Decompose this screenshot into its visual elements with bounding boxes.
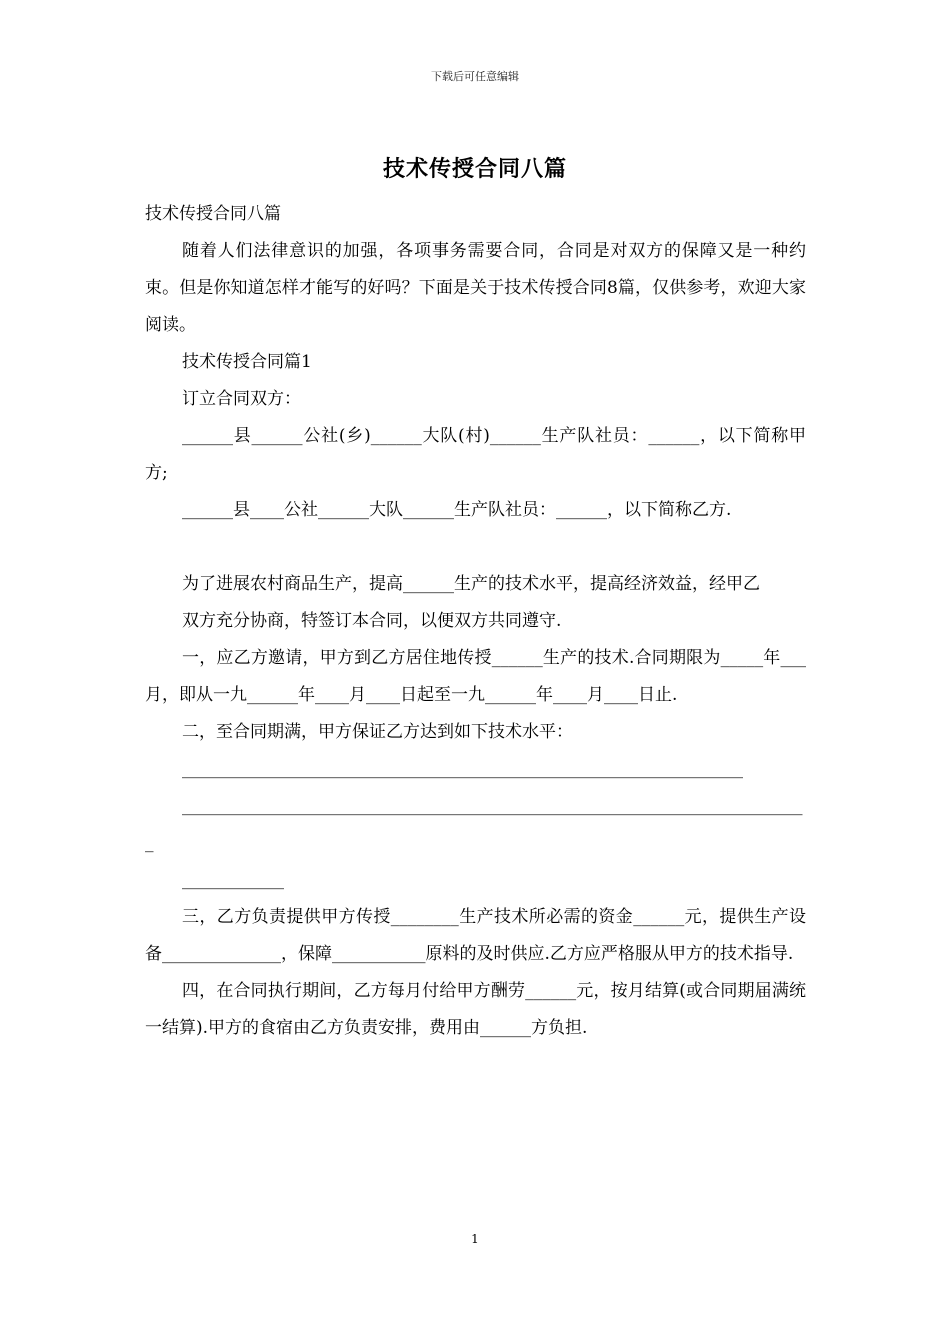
clause-2: 二，至合同期满，甲方保证乙方达到如下技术水平： xyxy=(182,722,573,742)
parties-label: 订立合同双方： xyxy=(182,389,301,409)
clause-4: 四，在合同执行期间，乙方每月付给甲方酬劳______元，按月结算(或合同期届满统一结算).甲方的食宿由乙方负责安排，费用由______方负担. xyxy=(145,981,806,1038)
intro-paragraph: 随着人们法律意识的加强，各项事务需要合同，合同是对双方的保障又是一种约束。但是你知道怎样才能写的好吗？下面是关于技术传授合同8篇，仅供参考，欢迎大家阅读。 xyxy=(145,241,806,335)
agreement-paragraph: 双方充分协商，特签订本合同，以便双方共同遵守. xyxy=(182,611,562,631)
party-b-paragraph: ______县____公社______大队______生产队社员：______，以下简称乙方. xyxy=(182,500,732,520)
blank-fill-line-2: __________________________________________________________________________ xyxy=(145,796,803,853)
subtitle-paragraph: 技术传授合同八篇 xyxy=(145,204,281,224)
document-body xyxy=(145,196,806,1047)
blank-fill-line-3: ____________ xyxy=(182,870,284,890)
clause-1: 一，应乙方邀请，甲方到乙方居住地传授______生产的技术.合同期限为_____年___月，即从一九______年____月____日起至一九______年____月____日止. xyxy=(145,648,806,705)
page-number: 1 xyxy=(471,1232,479,1246)
section-heading: 技术传授合同篇1 xyxy=(182,352,312,372)
blank-line xyxy=(145,529,806,566)
document-title: 技术传授合同八篇 xyxy=(382,156,567,182)
party-a-paragraph: ______县______公社(乡)______大队(村)______生产队社员：______，以下简称甲方; xyxy=(145,426,806,483)
blank-fill-line-1: __________________________________________________________________ xyxy=(182,759,743,779)
clause-3: 三，乙方负责提供甲方传授________生产技术所必需的资金______元，提供生产设备______________，保障___________原料的及时供应.乙方应严格服从甲方的技术指导. xyxy=(145,907,806,964)
page-header: 下载后可任意编辑 xyxy=(431,70,519,83)
purpose-paragraph: 为了进展农村商品生产，提高______生产的技术水平，提高经济效益，经甲乙 xyxy=(182,574,760,594)
